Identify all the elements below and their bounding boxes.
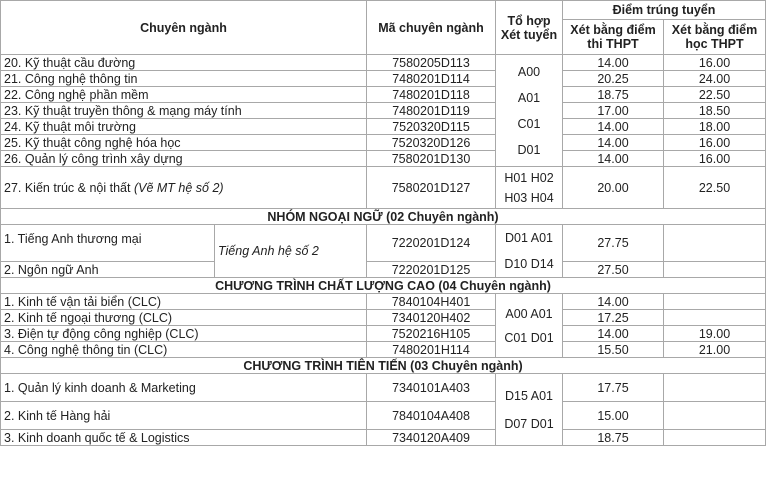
table-row <box>1 225 766 262</box>
table-row <box>1 119 766 135</box>
score-record <box>664 294 766 310</box>
header-thpt-record: Xét bằng điểm học THPT <box>664 20 766 55</box>
score-exam: 14.00 <box>563 294 664 310</box>
header-thpt-exam: Xét bằng điểm thi THPT <box>563 20 664 55</box>
header-code: Mã chuyên ngành <box>367 1 496 55</box>
combo: D01 A01 <box>505 231 553 245</box>
major-name: 22. Công nghệ phần mềm <box>1 87 367 103</box>
score-record: 16.00 <box>664 135 766 151</box>
major-name: 2. Kinh tế ngoại thương (CLC) <box>1 310 367 326</box>
score-exam: 17.75 <box>563 374 664 402</box>
major-name: 2. Ngôn ngữ Anh <box>1 262 215 278</box>
major-name <box>1 167 367 209</box>
major-code: 7480201D114 <box>367 71 496 87</box>
score-record <box>664 430 766 446</box>
score-record: 22.50 <box>664 87 766 103</box>
combo-cell <box>496 167 563 209</box>
combo-cell <box>496 225 563 278</box>
major-name: 1. Quản lý kinh doanh & Marketing <box>1 374 367 402</box>
major-name: 3. Kinh doanh quốc tế & Logistics <box>1 430 367 446</box>
major-code: 7520216H105 <box>367 326 496 342</box>
major-code: 7580201D130 <box>367 151 496 167</box>
major-code: 7520320D126 <box>367 135 496 151</box>
table-row <box>1 310 766 326</box>
score-exam: 20.00 <box>563 167 664 209</box>
major-code: 7580205D113 <box>367 55 496 71</box>
combo: A00 A01 <box>505 306 553 321</box>
score-exam: 18.75 <box>563 87 664 103</box>
major-name: 1. Kinh tế vận tải biển (CLC) <box>1 294 367 310</box>
major-name: 24. Kỹ thuật môi trường <box>1 119 367 135</box>
score-exam: 14.00 <box>563 151 664 167</box>
combo: C01 D01 <box>504 330 554 345</box>
table-row <box>1 151 766 167</box>
combo: D15 A01 <box>505 388 553 403</box>
header-major: Chuyên ngành <box>1 1 367 55</box>
major-name: 2. Kinh tế Hàng hải <box>1 402 367 430</box>
combo-cell <box>496 374 563 446</box>
combo: D10 D14 <box>504 257 554 271</box>
major-code: 7480201D118 <box>367 87 496 103</box>
table-row <box>1 135 766 151</box>
major-name: 4. Công nghệ thông tin (CLC) <box>1 342 367 358</box>
score-exam: 14.00 <box>563 55 664 71</box>
major-note: Tiếng Anh hệ số 2 <box>215 225 367 278</box>
score-record: 16.00 <box>664 55 766 71</box>
combo-cell <box>496 294 563 358</box>
major-code: 7480201D119 <box>367 103 496 119</box>
score-exam: 20.25 <box>563 71 664 87</box>
score-record <box>664 310 766 326</box>
table-row <box>1 326 766 342</box>
section-row <box>1 358 766 374</box>
section-title: NHÓM NGOẠI NGỮ (02 Chuyên ngành) <box>1 209 766 225</box>
combo: A01 <box>517 90 541 105</box>
section-title: CHƯƠNG TRÌNH CHẤT LƯỢNG CAO (04 Chuyên ngành) <box>1 278 766 294</box>
major-name: 21. Công nghệ thông tin <box>1 71 367 87</box>
section-row <box>1 209 766 225</box>
combo: H01 H02 <box>504 170 554 185</box>
combo: D01 <box>517 142 541 157</box>
table-row <box>1 103 766 119</box>
score-exam: 14.00 <box>563 119 664 135</box>
table-row <box>1 71 766 87</box>
major-name: 1. Tiếng Anh thương mại <box>1 225 215 262</box>
major-name: 25. Kỹ thuật công nghệ hóa học <box>1 135 367 151</box>
score-exam: 14.00 <box>563 135 664 151</box>
major-code: 7340120A409 <box>367 430 496 446</box>
table-row <box>1 430 766 446</box>
combo-cell <box>496 55 563 167</box>
score-record <box>664 225 766 262</box>
major-code: 7220201D124 <box>367 225 496 262</box>
major-code: 7340120H402 <box>367 310 496 326</box>
table-row <box>1 342 766 358</box>
major-name-text: 27. Kiến trúc & nội thất <box>4 180 131 195</box>
major-name: 23. Kỹ thuật truyền thông & mạng máy tính <box>1 103 367 119</box>
score-exam: 27.75 <box>563 225 664 262</box>
score-exam: 17.25 <box>563 310 664 326</box>
combo: A00 <box>517 64 541 79</box>
table-row <box>1 167 766 209</box>
combo: C01 <box>517 116 541 131</box>
header-combo: Tổ hợp Xét tuyển <box>496 1 563 55</box>
score-record: 24.00 <box>664 71 766 87</box>
section-title: CHƯƠNG TRÌNH TIÊN TIẾN (03 Chuyên ngành) <box>1 358 766 374</box>
major-code: 7220201D125 <box>367 262 496 278</box>
score-record <box>664 374 766 402</box>
score-record: 18.00 <box>664 119 766 135</box>
combo: D07 D01 <box>504 416 554 431</box>
score-record <box>664 402 766 430</box>
score-exam: 17.00 <box>563 103 664 119</box>
score-record: 18.50 <box>664 103 766 119</box>
major-code: 7340101A403 <box>367 374 496 402</box>
major-code: 7480201H114 <box>367 342 496 358</box>
major-code: 7840104H401 <box>367 294 496 310</box>
score-exam: 27.50 <box>563 262 664 278</box>
score-exam: 15.50 <box>563 342 664 358</box>
score-record: 16.00 <box>664 151 766 167</box>
score-exam: 15.00 <box>563 402 664 430</box>
table-row <box>1 262 766 278</box>
table-row <box>1 374 766 402</box>
header-row-1 <box>1 1 766 20</box>
combo: H03 H04 <box>504 190 554 205</box>
major-name: 3. Điện tự động công nghiệp (CLC) <box>1 326 367 342</box>
score-exam: 18.75 <box>563 430 664 446</box>
score-record: 19.00 <box>664 326 766 342</box>
table-row <box>1 87 766 103</box>
score-exam: 14.00 <box>563 326 664 342</box>
section-row <box>1 278 766 294</box>
major-name: 26. Quản lý công trình xây dựng <box>1 151 367 167</box>
score-record: 21.00 <box>664 342 766 358</box>
table-row <box>1 294 766 310</box>
major-code: 7580201D127 <box>367 167 496 209</box>
table-row <box>1 402 766 430</box>
header-score-group: Điểm trúng tuyển <box>563 1 766 20</box>
score-record: 22.50 <box>664 167 766 209</box>
major-name: 20. Kỹ thuật cầu đường <box>1 55 367 71</box>
table-row <box>1 55 766 71</box>
major-note: (Vẽ MT hệ số 2) <box>133 180 224 195</box>
score-record <box>664 262 766 278</box>
major-code: 7840104A408 <box>367 402 496 430</box>
major-code: 7520320D115 <box>367 119 496 135</box>
